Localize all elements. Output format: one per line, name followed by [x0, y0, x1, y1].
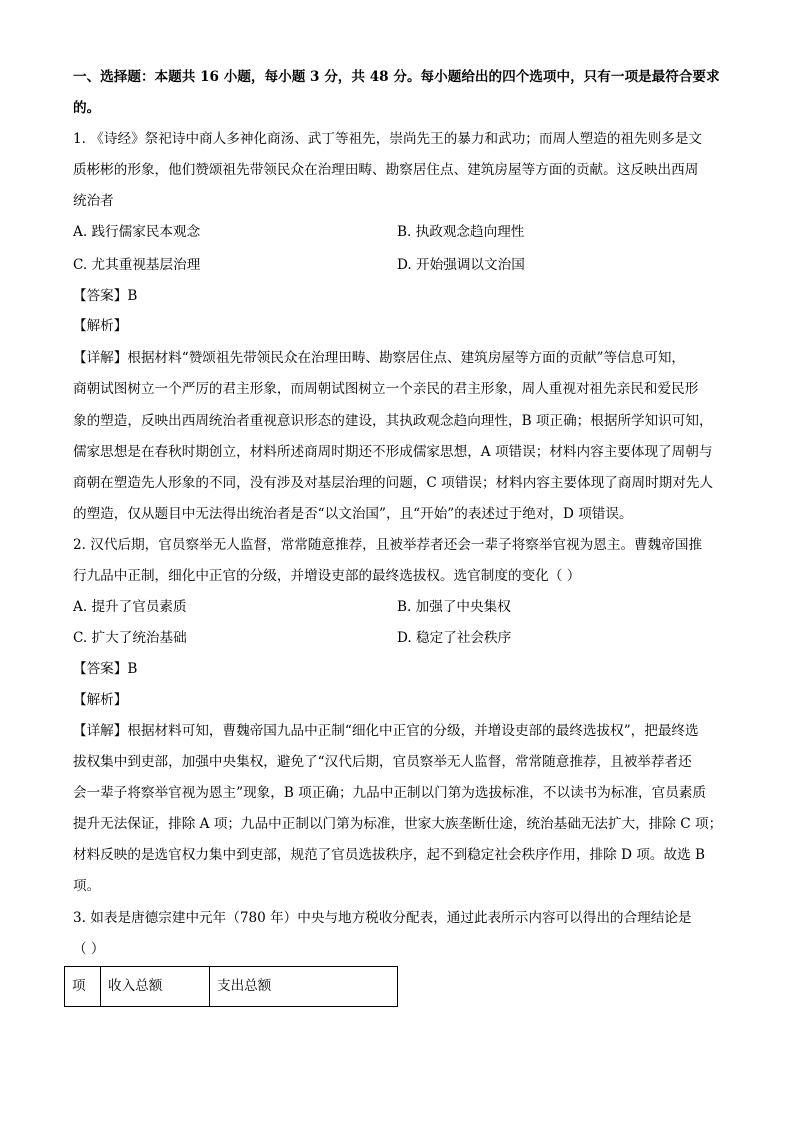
section-heading-line-2: 的。 [73, 100, 101, 116]
section-heading-line-1: 一、选择题：本题共 16 小题，每小题 3 分，共 48 分。每小题给出的四个选项中，只有一项是最符合要求 [73, 69, 720, 85]
q2-detail-line-6: 项。 [73, 878, 101, 894]
q1-stem-line-2: 质彬彬的形象，他们赞颂祖先带领民众在治理田畴、勘察居住点、建筑房屋等方面的贡献。这反映出西周 [73, 162, 699, 178]
q2-detail-line-5: 材料反映的是选官权力集中到吏部，规范了官员选拔秩序，起不到稳定社会秩序作用，排除 D 项。故选 B [73, 847, 705, 863]
q2-stem-line-2: 行九品中正制，细化中正官的分级，并增设吏部的最终选拔权。选官制度的变化（ ） [73, 568, 581, 584]
q3-stem-line-2: （ ） [73, 941, 105, 957]
q2-option-c: C. 扩大了统治基础 [73, 630, 187, 646]
q2-answer: 【答案】B [73, 661, 138, 677]
q3-stem-line-1: 3. 如表是唐德宗建中元年（780 年）中央与地方税收分配表，通过此表所示内容可以得出的合理结论是 [73, 910, 692, 926]
q2-detail-line-1: 【详解】根据材料可知，曹魏帝国九品中正制“细化中正官的分级，并增设吏部的最终选拔权”，把最终选 [73, 723, 699, 739]
q1-option-d: D. 开始强调以文治国 [397, 257, 525, 273]
q1-detail-line-1: 【详解】根据材料“赞颂祖先带领民众在治理田畴、勘察居住点、建筑房屋等方面的贡献”等信息可知， [73, 350, 686, 366]
q2-option-b: B. 加强了中央集权 [397, 599, 511, 615]
q2-option-a: A. 提升了官员素质 [73, 599, 187, 615]
q1-detail-line-6: 的塑造，仅从题目中无法得出统治者是否“以文治国”，且“开始”的表述过于绝对，D 项错误。 [73, 506, 633, 522]
q1-stem-line-3: 统治者 [73, 193, 114, 209]
q1-detail-line-2: 商朝试图树立一个严厉的君主形象，而周朝试图树立一个亲民的君主形象，周人重视对祖先亲民和爱民形 [73, 381, 699, 397]
q1-detail-line-4: 儒家思想是在春秋时期创立，材料所述商周时期还不形成儒家思想，A 项错误；材料内容主要体现了周朝与 [73, 444, 713, 460]
q1-stem-line-1: 1. 《诗经》祭祀诗中商人多神化商汤、武丁等祖先，崇尚先王的暴力和武功；而周人塑造的祖先则多是文 [73, 131, 703, 147]
q2-option-d: D. 稳定了社会秩序 [397, 630, 512, 646]
table-header-cell: 项 [65, 967, 101, 1006]
q1-option-c: C. 尤其重视基层治理 [73, 257, 201, 273]
q1-analysis-label: 【解析】 [73, 318, 128, 334]
q3-tax-table [64, 966, 398, 1007]
q2-detail-line-4: 提升无法保证，排除 A 项；九品中正制以门第为标准，世家大族垄断仕途，统治基础无法扩大，排除 C 项； [73, 816, 723, 832]
table-header-cell: 收入总额 [101, 967, 210, 1006]
q1-option-b: B. 执政观念趋向理性 [397, 224, 525, 240]
q1-answer: 【答案】B [73, 288, 138, 304]
q1-option-a: A. 践行儒家民本观念 [73, 224, 201, 240]
q1-detail-line-5: 商朝在塑造先人形象的不同，没有涉及对基层治理的问题，C 项错误；材料内容主要体现了商周时期对先人 [73, 475, 714, 491]
q2-detail-line-2: 拔权集中到吏部，加强中央集权，避免了“汉代后期，官员察举无人监督，常常随意推荐，且被举荐者还 [73, 754, 692, 770]
q2-stem-line-1: 2. 汉代后期，官员察举无人监督，常常随意推荐，且被举荐者还会一辈子将察举官视为恩主。曹魏帝国推 [73, 537, 703, 553]
q2-detail-line-3: 会一辈子将察举官视为恩主”现象，B 项正确；九品中正制以门第为选拔标准，不以读书为标准，官员素质 [73, 785, 706, 801]
q1-detail-line-3: 象的塑造，反映出西周统治者重视意识形态的建设，其执政观念趋向理性，B 项正确；根据所学知识可知， [73, 413, 713, 429]
q2-analysis-label: 【解析】 [73, 692, 128, 708]
table-header-cell: 支出总额 [217, 978, 272, 994]
